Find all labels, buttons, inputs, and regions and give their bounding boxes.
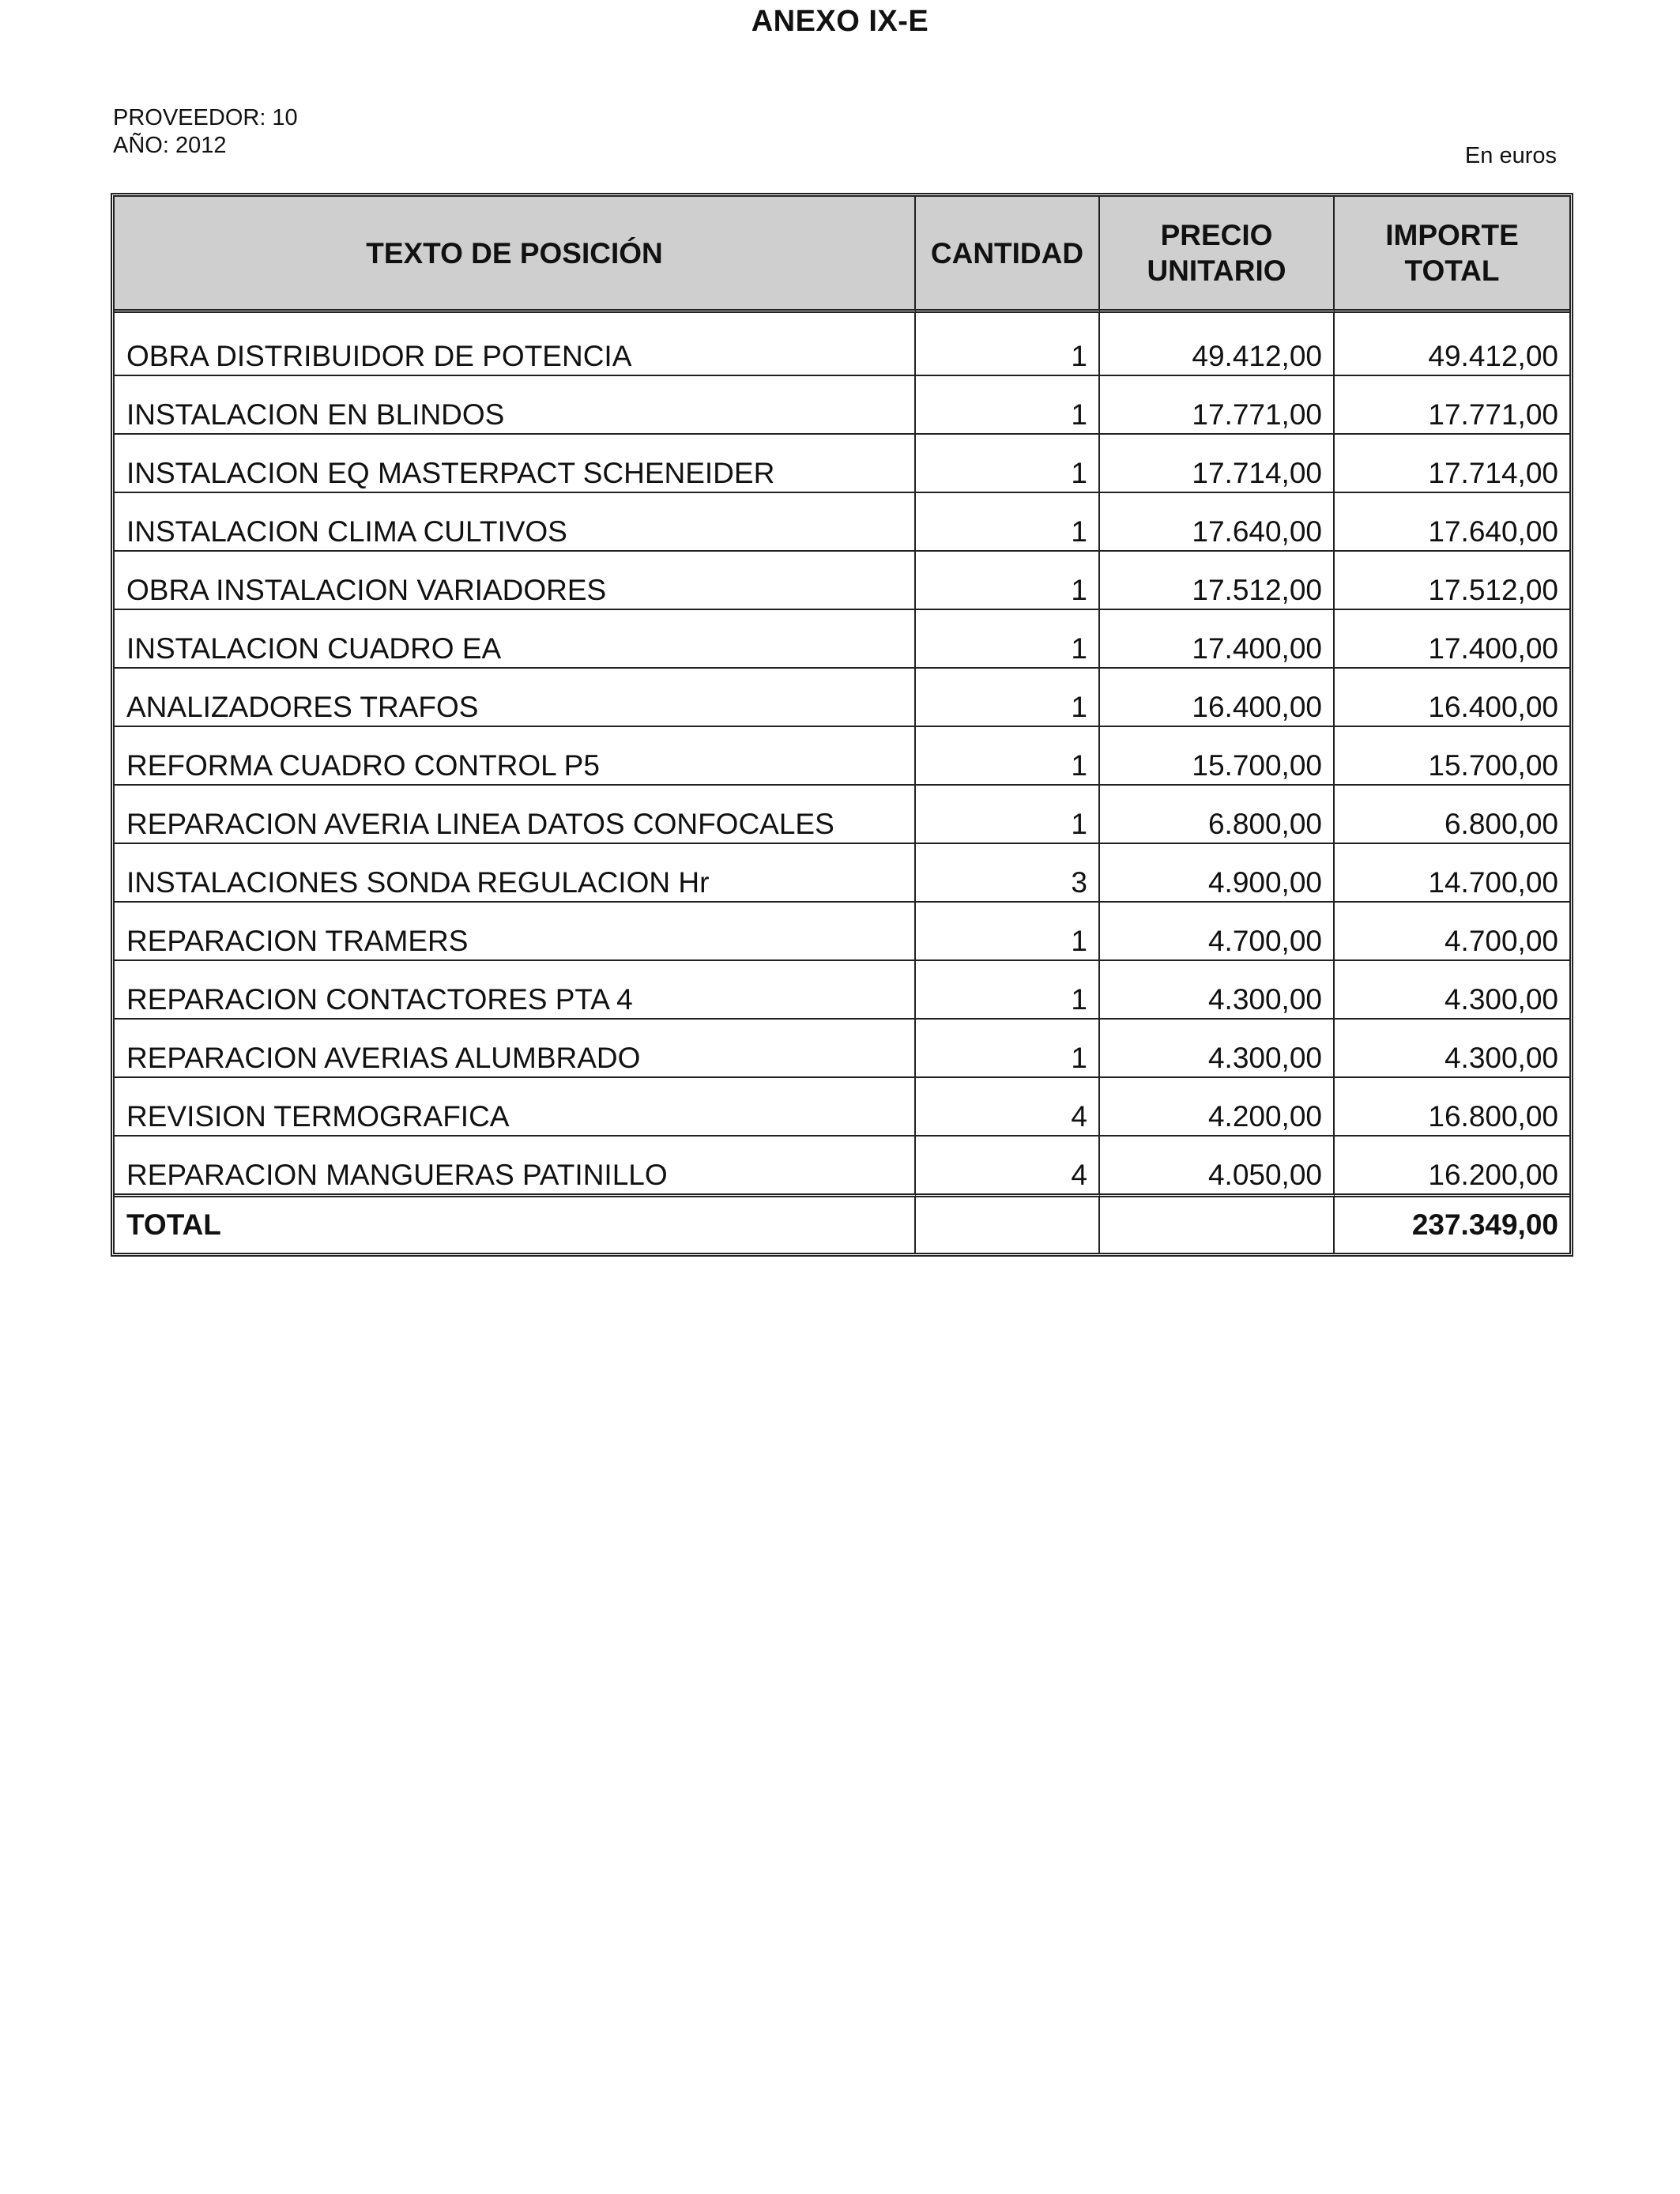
header-unit-price-line1: PRECIO — [1160, 219, 1273, 251]
row-quantity: 1 — [916, 313, 1100, 376]
row-quantity: 1 — [916, 376, 1100, 435]
row-total: 49.412,00 — [1335, 313, 1569, 376]
position-table — [111, 193, 1573, 1257]
row-text: REFORMA CUADRO CONTROL P5 — [115, 727, 916, 786]
table-row — [115, 669, 1569, 727]
grand-total-value: 237.349,00 — [1335, 1193, 1569, 1253]
row-total: 16.400,00 — [1335, 669, 1569, 727]
row-unit-price: 6.800,00 — [1100, 786, 1335, 844]
row-total: 16.200,00 — [1428, 1159, 1558, 1191]
row-text: REPARACION AVERIA LINEA DATOS CONFOCALES — [115, 786, 916, 844]
row-unit-price: 15.700,00 — [1100, 727, 1335, 786]
year-label: AÑO: 2012 — [113, 133, 227, 158]
row-unit-price: 49.412,00 — [1100, 313, 1335, 376]
table-row — [115, 610, 1569, 669]
row-quantity: 3 — [916, 844, 1100, 903]
total-unit-price-empty — [1100, 1193, 1335, 1253]
row-text: OBRA DISTRIBUIDOR DE POTENCIA — [115, 313, 916, 376]
row-quantity: 1 — [916, 493, 1100, 552]
row-text: INSTALACION EQ MASTERPACT SCHENEIDER — [115, 435, 916, 493]
row-quantity: 1 — [916, 727, 1100, 786]
row-total: 15.700,00 — [1335, 727, 1569, 786]
row-unit-price: 17.400,00 — [1100, 610, 1335, 669]
total-label: TOTAL — [115, 1193, 916, 1253]
row-total: 17.512,00 — [1335, 552, 1569, 610]
table-row — [115, 313, 1569, 376]
total-quantity-empty — [916, 1193, 1100, 1253]
header-unit-price-line2: UNITARIO — [1147, 254, 1286, 287]
table-row — [115, 435, 1569, 493]
row-total: 17.400,00 — [1335, 610, 1569, 669]
row-text: ANALIZADORES TRAFOS — [115, 669, 916, 727]
row-total: 4.700,00 — [1335, 903, 1569, 961]
row-quantity: 1 — [916, 435, 1100, 493]
row-unit-price: 4.300,00 — [1100, 961, 1335, 1020]
row-total: 6.800,00 — [1335, 786, 1569, 844]
row-text: INSTALACION CLIMA CULTIVOS — [115, 493, 916, 552]
row-unit-price: 16.400,00 — [1100, 669, 1335, 727]
row-total: 14.700,00 — [1335, 844, 1569, 903]
table-row — [115, 1137, 1569, 1193]
table-row — [115, 903, 1569, 961]
row-unit-price: 17.512,00 — [1100, 552, 1335, 610]
table-row — [115, 727, 1569, 786]
row-total: 17.640,00 — [1335, 493, 1569, 552]
row-unit-price: 17.714,00 — [1100, 435, 1335, 493]
table-row — [115, 786, 1569, 844]
row-quantity: 1 — [916, 961, 1100, 1020]
row-total: 17.771,00 — [1335, 376, 1569, 435]
document-title: ANEXO IX-E — [751, 5, 929, 38]
table-row — [115, 493, 1569, 552]
row-text: REPARACION TRAMERS — [115, 903, 916, 961]
header-unit-price — [1100, 197, 1335, 313]
row-unit-price: 4.700,00 — [1100, 903, 1335, 961]
row-total: 4.300,00 — [1335, 961, 1569, 1020]
row-unit-price: 17.640,00 — [1100, 493, 1335, 552]
row-text: REPARACION AVERIAS ALUMBRADO — [115, 1020, 916, 1078]
table-row — [115, 376, 1569, 435]
table-header-row — [115, 197, 1569, 313]
row-text: INSTALACION CUADRO EA — [115, 610, 916, 669]
table-row — [115, 1020, 1569, 1078]
units-label: En euros — [1464, 143, 1557, 168]
provider-label: PROVEEDOR: 10 — [113, 105, 298, 130]
row-unit-price: 4.900,00 — [1100, 844, 1335, 903]
row-text: INSTALACION EN BLINDOS — [115, 376, 916, 435]
table-body — [115, 313, 1569, 1193]
row-quantity: 4 — [916, 1137, 1100, 1193]
row-total: 16.800,00 — [1335, 1078, 1569, 1137]
header-text: TEXTO DE POSICIÓN — [115, 197, 916, 313]
row-quantity: 1 — [916, 786, 1100, 844]
position-table-container — [111, 193, 1569, 1257]
header-total-line1: IMPORTE — [1385, 219, 1519, 251]
row-quantity: 1 — [916, 669, 1100, 727]
row-total: 4.300,00 — [1335, 1020, 1569, 1078]
row-quantity: 4 — [916, 1078, 1100, 1137]
row-quantity: 1 — [916, 610, 1100, 669]
row-text: INSTALACIONES SONDA REGULACION Hr — [115, 844, 916, 903]
row-text: OBRA INSTALACION VARIADORES — [115, 552, 916, 610]
table-row — [115, 552, 1569, 610]
row-quantity: 1 — [916, 552, 1100, 610]
row-unit-price: 17.771,00 — [1100, 376, 1335, 435]
row-total: 17.714,00 — [1335, 435, 1569, 493]
row-quantity: 1 — [916, 1020, 1100, 1078]
table-row — [115, 961, 1569, 1020]
row-unit-price: 4.200,00 — [1100, 1078, 1335, 1137]
header-total-line2: TOTAL — [1404, 254, 1500, 287]
row-text: REPARACION MANGUERAS PATINILLO — [115, 1137, 916, 1193]
header-total — [1335, 197, 1569, 313]
row-text: REVISION TERMOGRAFICA — [115, 1078, 916, 1137]
row-quantity: 1 — [916, 903, 1100, 961]
table-row — [115, 844, 1569, 903]
row-unit-price: 4.300,00 — [1100, 1020, 1335, 1078]
row-text: REPARACION CONTACTORES PTA 4 — [115, 961, 916, 1020]
header-quantity: CANTIDAD — [916, 197, 1100, 313]
row-unit-price: 4.050,00 — [1100, 1137, 1335, 1193]
table-total-row — [115, 1193, 1569, 1253]
table-row — [115, 1078, 1569, 1137]
